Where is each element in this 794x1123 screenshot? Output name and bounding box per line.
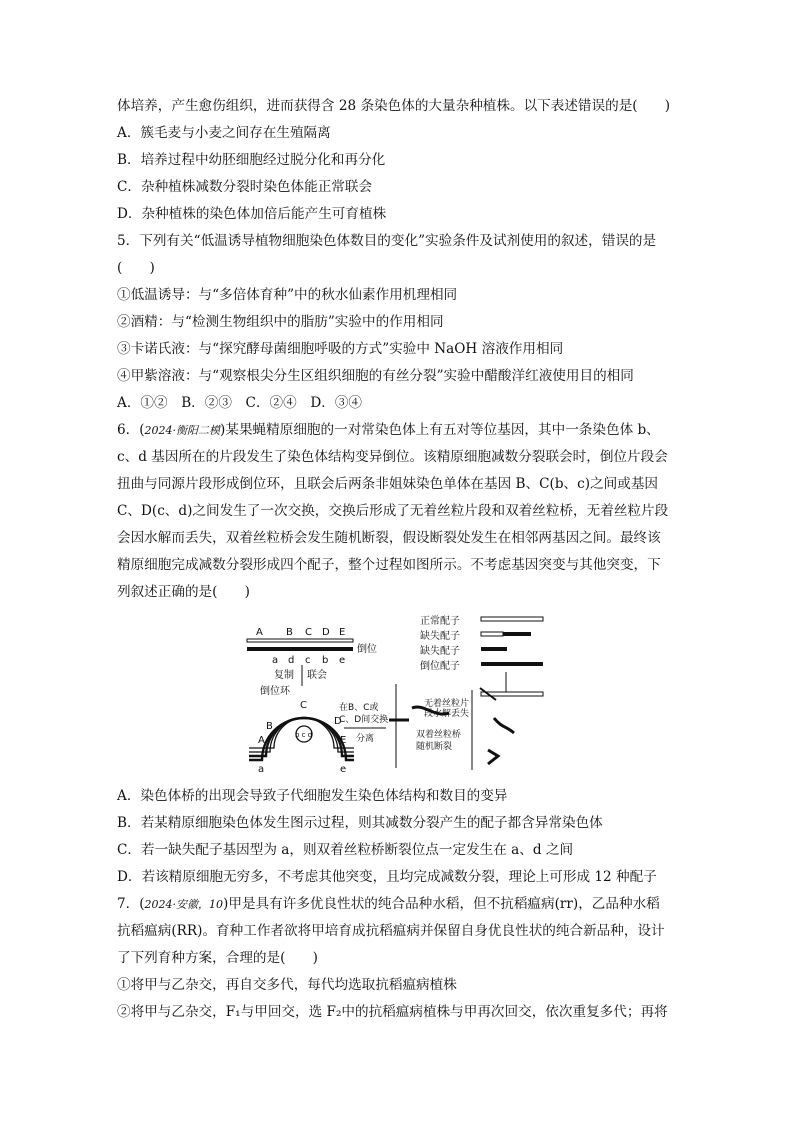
gene-label-B: B bbox=[286, 627, 293, 638]
q7-stem-line-1 bbox=[117, 894, 660, 915]
label-bridge-1: 双着丝粒桥 bbox=[416, 730, 462, 740]
label-acentric-2: 段水解丢失 bbox=[424, 709, 470, 719]
q7-source-tag: 2024·安徽，10 bbox=[144, 898, 224, 911]
loop-gene-e: e bbox=[340, 764, 347, 775]
q5-item-2: ②酒精：与“检测生物组织中的脂肪”实验中的作用相同 bbox=[117, 314, 444, 330]
gene-label-a: a bbox=[272, 655, 279, 666]
loop-inner-genes: b c d bbox=[295, 731, 313, 739]
q6-option-d: D．若该精原细胞无穷多，不考虑其他突变，且均完成减数分裂，理论上可形成 12 种配子 bbox=[117, 869, 657, 885]
q7-stem-line-2: 抗稻瘟病(RR)。育种工作者欲将甲培育成抗稻瘟病并保留自身优良性状的纯合新品种，设计 bbox=[117, 923, 665, 939]
label-inversion: 倒位 bbox=[357, 644, 377, 655]
loop-gene-a: a bbox=[258, 764, 265, 775]
q6-stem-line-5: 会因水解而丢失，双着丝粒桥会发生随机断裂，假设断裂处发生在相邻两基因之间。最终该 bbox=[117, 530, 661, 546]
q6-stem-line-3: 扭曲与同源片段形成倒位环，且联会后两条非姐妹染色单体在基因 B、C(b、c)之间或基因 bbox=[117, 476, 659, 492]
q7-stem-text: )甲是具有许多优良性状的纯合品种水稻，但不抗稻瘟病(rr)，乙品种水稻 bbox=[223, 896, 660, 912]
gamete-bar-deletion-1b bbox=[503, 632, 531, 636]
q7-stem-line-3: 了下列育种方案，合理的是( ) bbox=[117, 950, 318, 966]
q4-option-d: D．杂种植株的染色体加倍后能产生可育植株 bbox=[117, 206, 387, 222]
gene-label-A: A bbox=[256, 627, 263, 638]
q7-item-1: ①将甲与乙杂交，再自交多代，每代均选取抗稻瘟病植株 bbox=[117, 977, 457, 993]
legend-deletion-gamete-2: 缺失配子 bbox=[420, 646, 460, 657]
gene-label-D: D bbox=[322, 627, 330, 638]
gene-label-e: e bbox=[339, 655, 346, 666]
q5-stem: 5．下列有关“低温诱导植物细胞染色体数目的变化”实验条件及试剂使用的叙述，错误的是 bbox=[117, 233, 657, 249]
gamete-bar-normal bbox=[481, 617, 543, 621]
q4-option-a: A．簇毛麦与小麦之间存在生殖隔离 bbox=[117, 125, 331, 141]
q5-options: A．①② B．②③ C．②④ D．③④ bbox=[117, 395, 363, 411]
q6-option-a: A．染色体桥的出现会导致子代细胞发生染色体结构和数目的变异 bbox=[117, 788, 508, 804]
chromosome-inverted bbox=[247, 647, 353, 651]
legend-deletion-gamete-1: 缺失配子 bbox=[420, 631, 460, 642]
loop-gene-D: D bbox=[334, 716, 342, 727]
q5-stem-paren: ( ) bbox=[117, 260, 155, 276]
gene-label-C: C bbox=[305, 627, 312, 638]
label-synapsis: 联会 bbox=[307, 670, 327, 681]
legend-inversion-gamete: 倒位配子 bbox=[420, 661, 460, 672]
loop-gene-C: C bbox=[300, 700, 307, 711]
gene-label-E: E bbox=[339, 627, 346, 638]
label-exchange-2: C、D间交换 bbox=[339, 715, 389, 725]
anaphase-chromosomes bbox=[389, 684, 514, 770]
label-copy: 复制 bbox=[274, 670, 294, 681]
q6-stem-line-7: 列叙述正确的是( ) bbox=[117, 584, 250, 600]
loop-gene-A: A bbox=[258, 735, 265, 746]
legend-normal-gamete: 正常配子 bbox=[420, 616, 460, 627]
loop-gene-E: E bbox=[340, 735, 347, 746]
label-inversion-loop: 倒位环 bbox=[260, 686, 290, 697]
q6-stem-line-2: c、d 基因所在的片段发生了染色体结构变异倒位。该精原细胞减数分裂联会时，倒位片段会 bbox=[117, 449, 668, 465]
label-bridge-2: 随机断裂 bbox=[416, 742, 453, 752]
q4-option-b: B．培养过程中幼胚细胞经过脱分化和再分化 bbox=[117, 152, 386, 168]
gamete-bar-deletion-2 bbox=[481, 647, 507, 651]
q5-item-4: ④甲紫溶液：与“观察根尖分生区组织细胞的有丝分裂”实验中醋酸洋红液使用目的相同 bbox=[117, 368, 634, 384]
q6-number: 6．( bbox=[117, 422, 145, 438]
q5-item-1: ①低温诱导：与“多倍体育种”中的秋水仙素作用机理相同 bbox=[117, 287, 458, 303]
q6-stem-line-4: C、D(c、d)之间发生了一次交换，交换后形成了无着丝粒片段和双着丝粒桥，无着丝粒片段 bbox=[117, 503, 669, 519]
q6-option-c: C．若一缺失配子基因型为 a，则双着丝粒桥断裂位点一定发生在 a、d 之间 bbox=[117, 842, 574, 858]
chromosome-normal bbox=[247, 639, 353, 642]
q6-option-b: B．若某精原细胞染色体发生图示过程，则其减数分裂产生的配子都含异常染色体 bbox=[117, 815, 603, 831]
loop-gene-B: B bbox=[266, 721, 273, 732]
q5-item-3: ③卡诺氏液：与“探究酵母菌细胞呼吸的方式”实验中 NaOH 溶液作用相同 bbox=[117, 341, 564, 357]
label-exchange-1: 在B、C或 bbox=[339, 703, 379, 713]
meiosis-inversion-figure bbox=[244, 608, 554, 778]
q6-stem-line-6: 精原细胞完成减数分裂形成四个配子，整个过程如图所示。不考虑基因突变与其他突变，下 bbox=[117, 557, 661, 573]
gene-label-b: b bbox=[322, 655, 329, 666]
label-separate: 分离 bbox=[356, 734, 375, 744]
text-line: 体培养，产生愈伤组织，进而获得含 28 条染色体的大量杂种植株。以下表述错误的是( ) bbox=[117, 98, 671, 114]
q6-stem-text: )某果蝇精原细胞的一对常染色体上有五对等位基因，其中一条染色体 b、 bbox=[220, 422, 660, 438]
q4-option-c: C．杂种植株减数分裂时染色体能正常联会 bbox=[117, 179, 373, 195]
q6-stem-line-1 bbox=[117, 420, 660, 441]
q6-source-tag: 2024·衡阳二模 bbox=[144, 424, 221, 437]
gamete-bar-inversion bbox=[481, 662, 543, 666]
label-acentric-1: 无着丝粒片 bbox=[424, 699, 470, 709]
q7-item-2: ②将甲与乙杂交，F₁与甲回交，选 F₂中的抗稻瘟病植株与甲再次回交，依次重复多代；再将 bbox=[117, 1004, 668, 1020]
gene-label-d: d bbox=[288, 655, 295, 666]
gene-label-c: c bbox=[305, 655, 311, 666]
q7-number: 7．( bbox=[117, 896, 145, 912]
gamete-bar-deletion-1a bbox=[481, 632, 503, 636]
